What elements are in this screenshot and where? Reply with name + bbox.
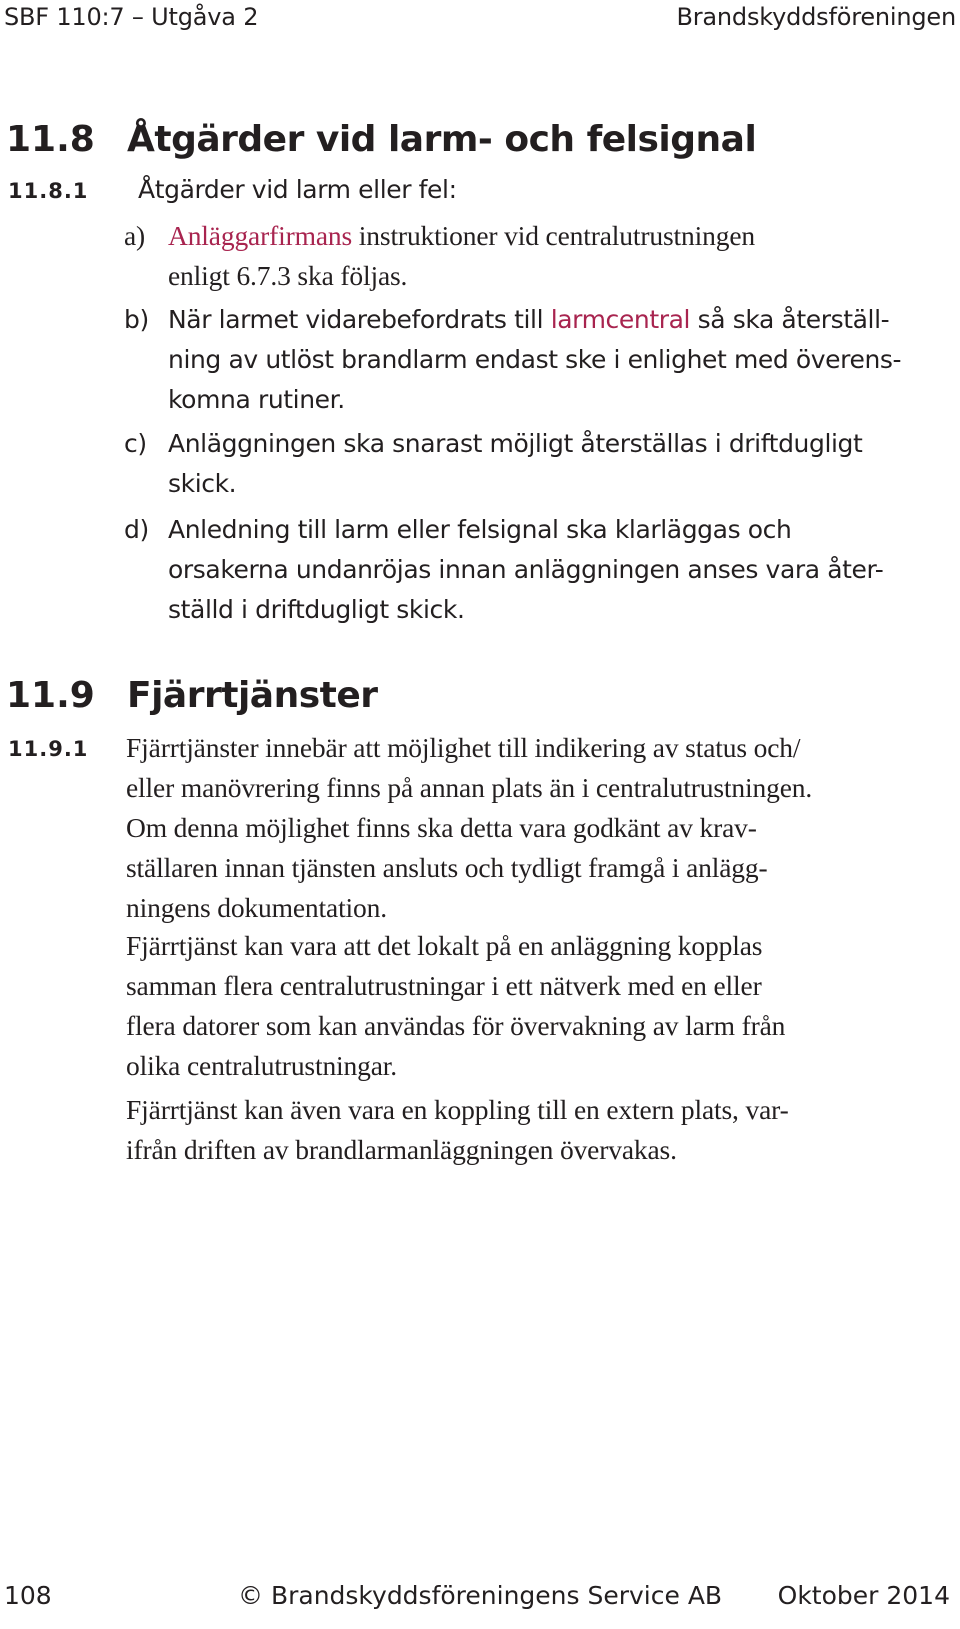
item-c-line-2: skick. [168,469,237,498]
item-d-line-3: ställd i driftdugligt skick. [168,595,465,624]
item-d-line-2: orsakerna undanröjas innan anläggningen anses vara åter- [168,555,884,584]
paragraph-2-line-2: samman flera centralutrustningar i ett nätverk med en eller [126,970,762,1001]
item-b-text-1: När larmet vidarebefordrats till [168,305,551,334]
paragraph-3 [126,1090,789,1170]
section-title-11-8: Åtgärder vid larm- och felsignal [127,119,757,160]
paragraph-2-line-3: flera datorer som kan användas för övervakning av larm från [126,1010,786,1041]
link-anlaggarfirmans[interactable]: Anläggarfirmans [168,220,353,251]
paragraph-2-line-4: olika centralutrustningar. [126,1050,398,1081]
paragraph-2 [126,926,785,1086]
paragraph-1-line-5: ningens dokumentation. [126,892,387,923]
footer-page-number: 108 [4,1581,52,1610]
paragraph-1-line-1: Fjärrtjänster innebär att möjlighet till indikering av status och/ [126,732,801,763]
section-number-11-9: 11.9 [6,675,95,716]
list-marker-b: b) [124,305,149,334]
paragraph-3-line-2: ifrån driften av brandlarmanläggningen övervakas. [126,1134,677,1165]
item-b-line-3: komna rutiner. [168,385,345,414]
section-number-11-8: 11.8 [6,119,95,160]
item-d-line-1: Anledning till larm eller felsignal ska klarläggas och [168,515,792,544]
footer-publisher: © Brandskyddsföreningens Service AB [238,1581,723,1610]
section-number-11-9-1: 11.9.1 [8,737,89,761]
item-b-line-2: ning av utlöst brandlarm endast ske i enlighet med överens- [168,345,902,374]
paragraph-1-line-2: eller manövrering finns på annan plats än i centralutrustningen. [126,772,813,803]
item-c-line-1: Anläggningen ska snarast möjligt återställas i driftdugligt [168,429,863,458]
paragraph-1-line-3: Om denna möjlighet finns ska detta vara godkänt av krav- [126,812,757,843]
section-title-11-9: Fjärrtjänster [127,675,378,716]
paragraph-1-line-4: ställaren innan tjänsten ansluts och tydligt framgå i anlägg- [126,852,768,883]
list-marker-d: d) [124,515,149,544]
intro-line: Åtgärder vid larm eller fel: [138,175,457,204]
section-intro-11-8-1 [138,170,457,210]
item-b-text-2: så ska återställ- [690,305,890,334]
list-marker-c: c) [124,429,147,458]
header-left: SBF 110:7 – Utgåva 2 [4,3,259,31]
section-number-11-8-1: 11.8.1 [8,179,89,203]
item-a-text-2: enligt 6.7.3 ska följas. [168,260,408,291]
link-larmcentral[interactable]: larmcentral [550,305,691,334]
paragraph-3-line-1: Fjärrtjänst kan även vara en koppling till en extern plats, var- [126,1094,789,1125]
list-marker-a: a) [124,220,146,251]
paragraph-2-line-1: Fjärrtjänst kan vara att det lokalt på en anläggning kopplas [126,930,763,961]
header-right: Brandskyddsföreningen [676,3,956,31]
paragraph-1 [126,728,812,928]
item-a-text-1: instruktioner vid centralutrustningen [352,220,755,251]
footer-date: Oktober 2014 [777,1581,950,1610]
